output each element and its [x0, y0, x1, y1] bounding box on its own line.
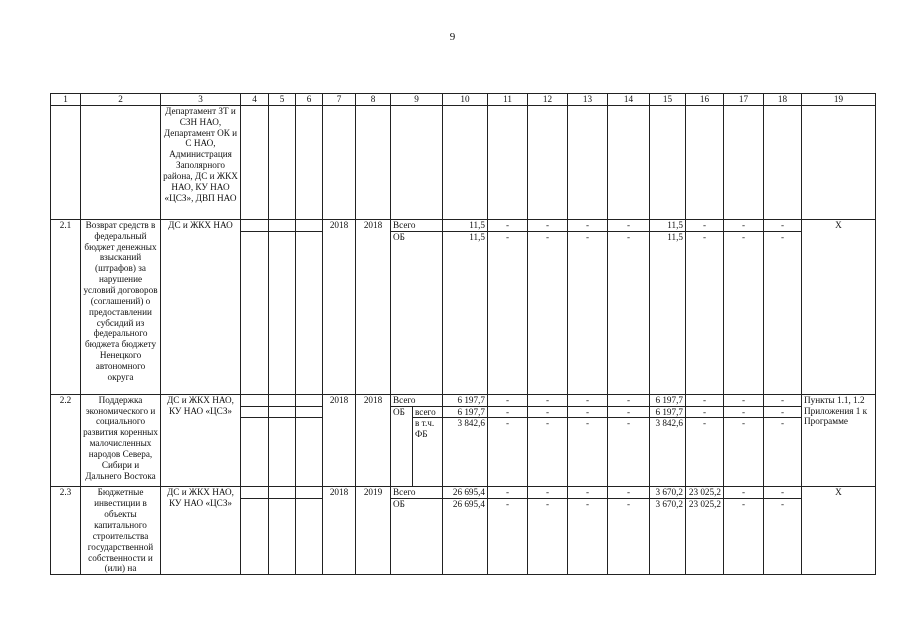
note-cell: Пункты 1.1, 1.2 Приложения 1 к Программе: [802, 394, 876, 487]
funding-source: ОБ: [391, 499, 443, 575]
funding-subsource: в т.ч. ФБ: [413, 418, 443, 487]
header-cell: 15: [650, 94, 686, 106]
table-row: 2.3 Бюджетные инвестиции в объекты капитального строительства государственной собственности и (или) на ДС и ЖКХ НАО, КУ НАО «ЦСЗ» 2018 2019 Всего 26 695,4 - - - - 3 670,2 23 025,2 - - Х: [51, 487, 876, 499]
note-cell: Х: [802, 219, 876, 394]
header-cell: 8: [356, 94, 391, 106]
start-year: 2018: [323, 487, 356, 575]
header-cell: 18: [764, 94, 802, 106]
row-number: 2.2: [51, 394, 81, 487]
measure-name: Бюджетные инвестиции в объекты капитального строительства государственной собственности и (или) на: [81, 487, 161, 575]
header-cell: 17: [724, 94, 764, 106]
header-cell: 12: [528, 94, 568, 106]
end-year: 2019: [356, 487, 391, 575]
end-year: 2018: [356, 394, 391, 487]
table-row: ОБ 26 695,4 - - - - 3 670,2 23 025,2 - -: [51, 499, 876, 575]
budget-table: [50, 93, 876, 575]
start-year: 2018: [323, 394, 356, 487]
header-cell: 10: [443, 94, 488, 106]
page-number: 9: [449, 31, 456, 43]
start-year: 2018: [323, 219, 356, 394]
header-cell: 13: [568, 94, 608, 106]
table-row: ОБ всего 6 197,7 - - - - 6 197,7 - - -: [51, 406, 876, 418]
total-value: 11,5: [443, 219, 488, 231]
table-row: ОБ 11,5 - - - - 11,5 - - -: [51, 231, 876, 394]
row-number: 2.3: [51, 487, 81, 575]
table-row: 2.1 Возврат средств в федеральный бюджет денежных взысканий (штрафов) за нарушение условий договоров (соглашений) о предоставлении субсидий из федерального бюджета бюджету Ненецкого автономного округа ДС и ЖКХ НАО 2018 2018 Всего 11,5 - - - - 11,5 - - - Х: [51, 219, 876, 231]
header-cell: 16: [686, 94, 724, 106]
table-row: [51, 105, 876, 219]
executor-cell: ДС и ЖКХ НАО, КУ НАО «ЦСЗ»: [161, 394, 241, 487]
executor-cell: Департамент ЗТ и СЗН НАО, Департамент ОК и С НАО, Администрация Заполярного района, ДС и ЖКХ НАО, КУ НАО «ЦСЗ», ДВП НАО: [161, 105, 241, 219]
executor-cell: ДС и ЖКХ НАО: [161, 219, 241, 394]
row-number: 2.1: [51, 219, 81, 394]
funding-source: Всего: [391, 219, 443, 231]
header-cell: 9: [391, 94, 443, 106]
funding-subsource: всего: [413, 406, 443, 418]
header-cell: 6: [296, 94, 323, 106]
header-cell: 19: [802, 94, 876, 106]
measure-name: Поддержка экономического и социального развития коренных малочисленных народов Севера, Сибири и Дальнего Востока: [81, 394, 161, 487]
header-cell: 1: [51, 94, 81, 106]
header-cell: 7: [323, 94, 356, 106]
measure-name: Возврат средств в федеральный бюджет денежных взысканий (штрафов) за нарушение условий договоров (соглашений) о предоставлении субсидий из федерального бюджета бюджету Ненецкого автономного округа: [81, 219, 161, 394]
funding-source: Всего: [391, 394, 443, 406]
funding-source: ОБ: [391, 231, 443, 394]
table-row: в т.ч. ФБ 3 842,6 - - - - 3 842,6 - - -: [51, 418, 876, 487]
funding-source: Всего: [391, 487, 443, 499]
funding-source: ОБ: [391, 406, 413, 487]
header-cell: 11: [488, 94, 528, 106]
end-year: 2018: [356, 219, 391, 394]
header-cell: 5: [269, 94, 296, 106]
header-row: [51, 94, 876, 106]
header-cell: 2: [81, 94, 161, 106]
executor-cell: ДС и ЖКХ НАО, КУ НАО «ЦСЗ»: [161, 487, 241, 575]
header-cell: 14: [608, 94, 650, 106]
header-cell: 3: [161, 94, 241, 106]
header-cell: 4: [241, 94, 269, 106]
table-row: 2.2 Поддержка экономического и социального развития коренных малочисленных народов Севера, Сибири и Дальнего Востока ДС и ЖКХ НАО, КУ НАО «ЦСЗ» 2018 2018 Всего 6 197,7 - - - - 6 197,7 - - - Пункты 1.1, 1.2 Приложения 1 к Программе: [51, 394, 876, 406]
note-cell: Х: [802, 487, 876, 575]
